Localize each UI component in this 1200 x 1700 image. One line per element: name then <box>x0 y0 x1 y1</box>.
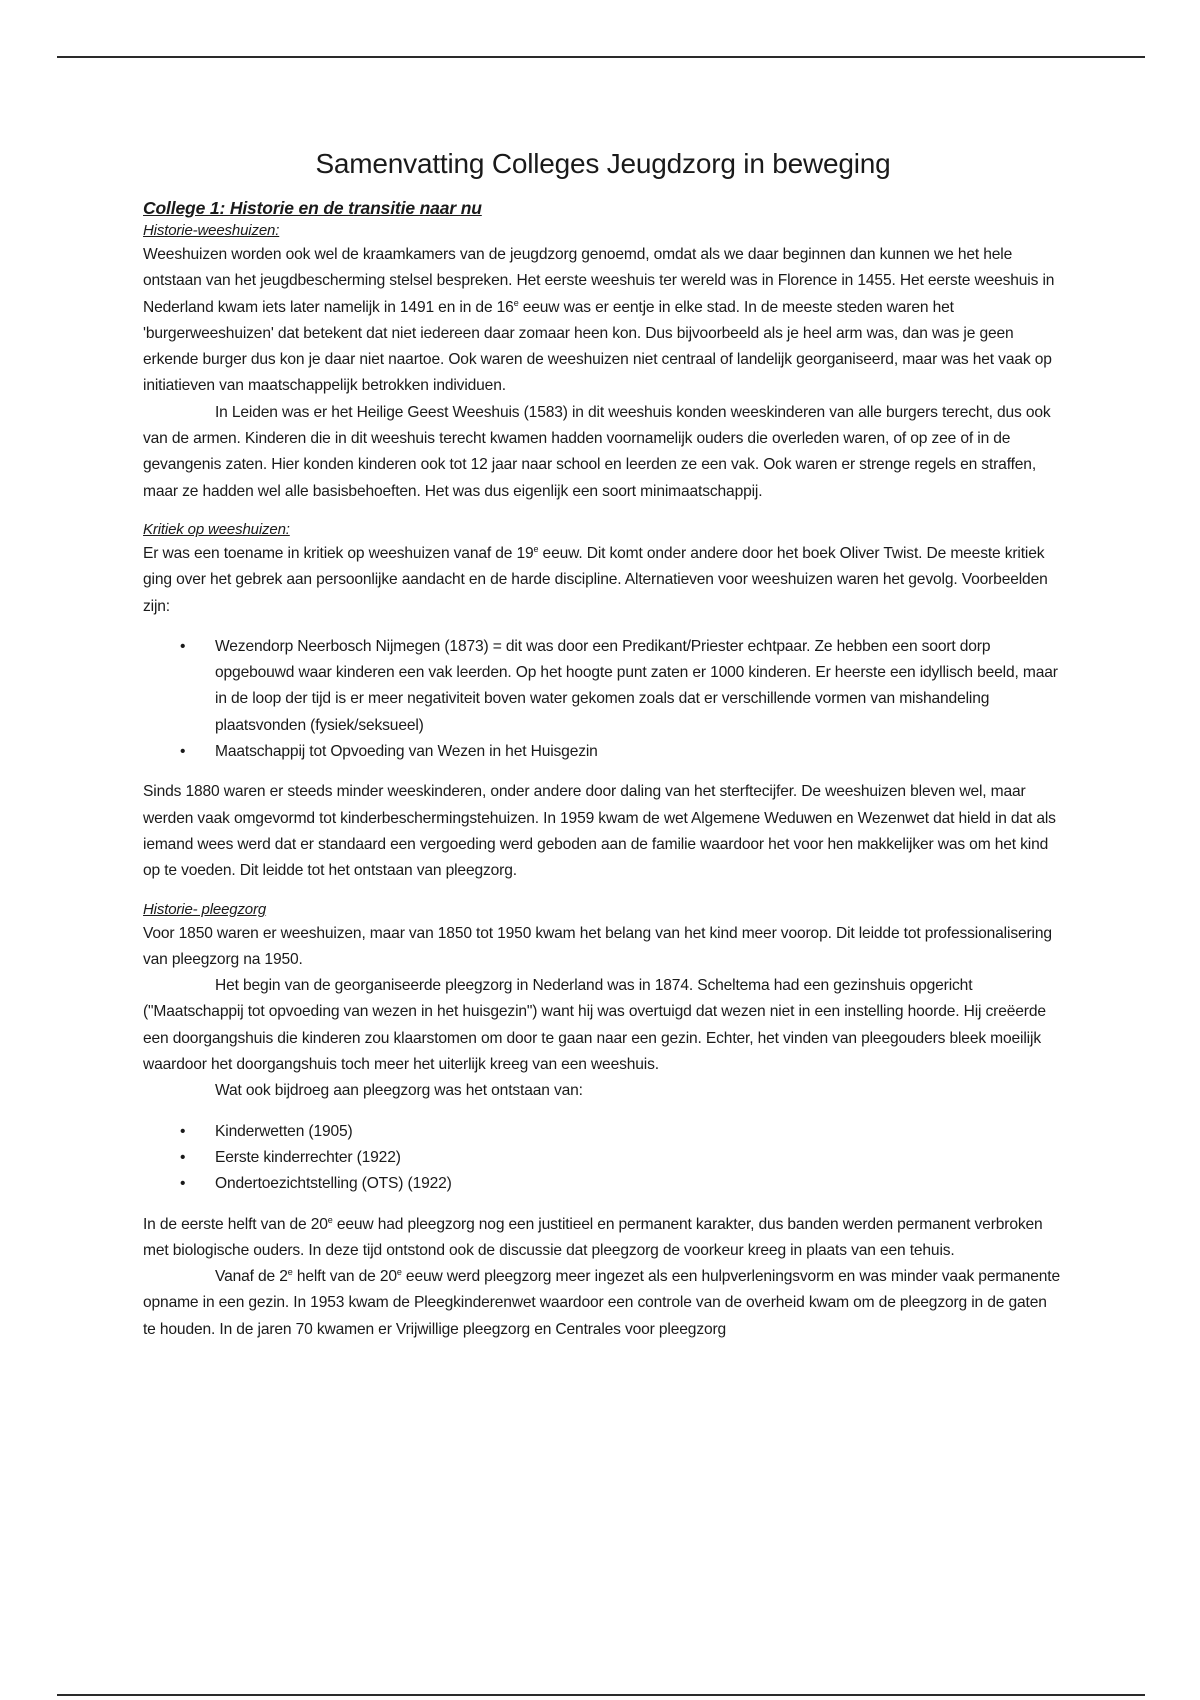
document-title: Samenvatting Colleges Jeugdzorg in beweging <box>315 148 891 179</box>
bullet-icon: • <box>180 1175 186 1193</box>
list-item: • Ondertoezichtstelling (OTS) (1922) <box>143 1171 1063 1197</box>
section-heading-pleegzorg: Historie- pleegzorg <box>143 900 267 918</box>
paragraph: Weeshuizen worden ook wel de kraamkamers van de jeugdzorg genoemd, omdat als we daar beginnen dan kunnen we het hele ontstaan van het jeugdbescherming stelsel bespreken. Het eerste weeshuis ter wereld was in Florence in 1455. Het eerste weeshuis in Nederland kwam iets later namelijk in 1491 en in de 16e eeuw was er eentje in elke stad. In de meeste steden waren het 'burgerweeshuizen' dat betekent dat niet iedereen daar zomaar heen kon. Dus bijvoorbeeld als je heel arm was, dan was je geen erkende burger dus kon je daar niet naartoe. Ook waren de weeshuizen niet centraal of landelijk georganiseerd, maar was het vaak op initiatieven van maatschappelijk betrokken individuen. <box>143 246 1055 395</box>
bullet-icon: • <box>180 1122 186 1140</box>
paragraph: Sinds 1880 waren er steeds minder weeskinderen, onder andere door daling van het sterftecijfer. De weeshuizen bleven wel, maar werden vaak omgevormd tot kinderbeschermingstehuizen. In 1959 kwam de wet Algemene Weduwen en Wezenwet dat hield in dat als iemand wees werd dat er standaard een vergoeding werd geboden aan de familie waardoor het voor hen makkelijker was om het kind op te voeden. Dit leidde tot het ontstaan van pleegzorg. <box>143 783 1056 880</box>
paragraph: In Leiden was er het Heilige Geest Weeshuis (1583) in dit weeshuis konden weeskinderen van alle burgers terecht, dus ook van de armen. Kinderen die in dit weeshuis terecht kwamen hadden voornamelijk ouders die overleden waren, of op zee of in de gevangenis zaten. Hier konden kinderen ook tot 12 jaar naar school en leerden ze een vak. Ook waren er strenge regels en straffen, maar ze hadden wel alle basisbehoeften. Het was dus eigenlijk een soort minimaatschappij. <box>143 403 1051 500</box>
paragraph: Er was een toename in kritiek op weeshuizen vanaf de 19e eeuw. Dit komt onder andere door het boek Oliver Twist. De meeste kritiek ging over het gebrek aan persoonlijke aandacht en de harde discipline. Alternatieven voor weeshuizen waren het gevolg. Voorbeelden zijn: <box>143 543 1048 615</box>
paragraph: Voor 1850 waren er weeshuizen, maar van 1850 tot 1950 kwam het belang van het kind meer voorop. Dit leidde tot professionalisering van pleegzorg na 1950. <box>143 924 1052 968</box>
paragraph: In de eerste helft van de 20e eeuw had pleegzorg nog een justitieel en permanent karakter, dus banden werden permanent verbroken met biologische ouders. In deze tijd ontstond ook de discussie dat pleegzorg de voorkeur kreeg in plaats van een tehuis. <box>143 1214 1043 1259</box>
bullet-icon: • <box>180 1148 186 1166</box>
bullet-list-alternatives <box>143 634 1063 765</box>
bullet-icon: • <box>180 743 186 761</box>
paragraph: Vanaf de 2e helft van de 20e eeuw werd pleegzorg meer ingezet als een hulpverleningsvorm en was minder vaak permanente opname in een gezin. In 1953 kwam de Pleegkinderenwet waardoor een controle van de overheid kwam om de pleegzorg in de gaten te houden. In de jaren 70 kwamen er Vrijwillige pleegzorg en Centrales voor pleegzorg <box>143 1267 1061 1338</box>
section-heading-weeshuizen: Historie-weeshuizen: <box>143 222 280 239</box>
page-bottom-rule <box>57 1694 1145 1696</box>
list-item: • Wezendorp Neerbosch Nijmegen (1873) = dit was door een Predikant/Priester echtpaar. Ze hebben een soort dorp opgebouwd waar kinderen een vak leerden. Op het hoogte punt zaten er 1000 kinderen. Er heerste een idyllisch beeld, maar in de loop der tijd is er meer negativiteit boven water gekomen zoals dat er verschillende vormen van mishandeling plaatsvonden (fysiek/seksueel) <box>143 634 1063 739</box>
bullet-list-contributions <box>143 1119 1063 1198</box>
list-item: • Eerste kinderrechter (1922) <box>143 1145 1063 1171</box>
paragraph: Het begin van de georganiseerde pleegzorg in Nederland was in 1874. Scheltema had een gezinshuis opgericht ("Maatschappij tot opvoeding van wezen in het huisgezin") want hij was overtuigd dat wezen niet in een instelling hoorde. Hij creëerde een doorgangshuis die kinderen zou klaarstomen om door te gaan naar een gezin. Echter, het vinden van pleegouders bleek moeilijk waardoor het doorgangshuis toch meer het uiterlijk kreeg van een weeshuis. <box>143 977 1046 1074</box>
page-top-rule <box>57 56 1145 58</box>
paragraph: Wat ook bijdroeg aan pleegzorg was het ontstaan van: <box>215 1082 583 1100</box>
section-heading-kritiek: Kritiek op weeshuizen: <box>143 520 290 538</box>
document-body <box>143 146 1063 1343</box>
college-heading: College 1: Historie en de transitie naar nu <box>143 198 482 218</box>
bullet-icon: • <box>180 637 186 655</box>
list-item: • Kinderwetten (1905) <box>143 1119 1063 1145</box>
list-item: • Maatschappij tot Opvoeding van Wezen in het Huisgezin <box>143 739 1063 765</box>
